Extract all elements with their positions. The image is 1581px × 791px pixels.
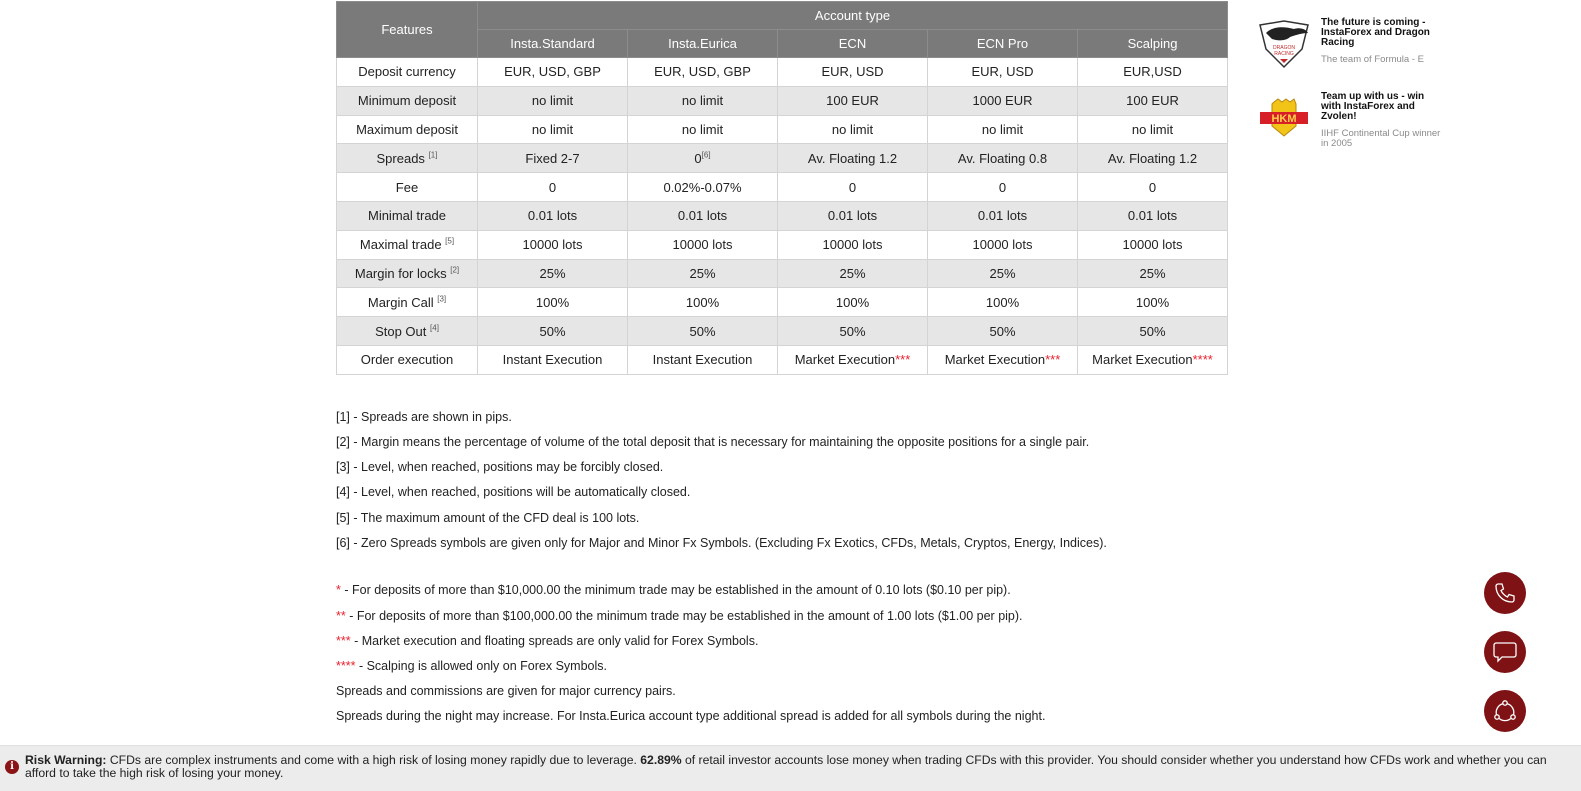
feature-label: Fee (395, 179, 419, 195)
column-header: ECN Pro (928, 30, 1078, 58)
feature-label: Margin for locks (354, 265, 447, 281)
cell-value: 25% (839, 265, 866, 281)
value-cell (1078, 345, 1228, 374)
star-note-text: - For deposits of more than $10,000.00 the minimum trade may be established in the amount of 0.10 lots ($0.10 per pip). (340, 583, 1011, 598)
value-cell (628, 230, 778, 259)
feature-cell (337, 259, 478, 288)
feature-label: Spreads (376, 150, 425, 166)
cell-value: 50% (989, 323, 1016, 339)
cell-value: 0.01 lots (977, 208, 1028, 224)
value-cell (478, 115, 628, 144)
cell-value: EUR, USD, GBP (654, 64, 751, 80)
risk-text-before: CFDs are complex instruments and come with a high risk of losing money rapidly due to leverage. (106, 753, 641, 767)
value-cell (628, 317, 778, 346)
cell-value: 25% (539, 265, 566, 281)
column-header: Insta.Eurica (628, 30, 778, 58)
feature-label: Order execution (360, 352, 454, 368)
value-cell (928, 345, 1078, 374)
cell-value: 25% (1139, 265, 1166, 281)
value-cell (1078, 230, 1228, 259)
value-cell (928, 259, 1078, 288)
cell-value: Instant Execution (502, 352, 603, 368)
cell-value: no limit (1131, 121, 1174, 137)
feature-label: Maximal trade (359, 237, 442, 253)
feature-label: Deposit currency (358, 64, 456, 80)
value-cell (628, 86, 778, 115)
value-cell (1078, 115, 1228, 144)
value-cell (928, 317, 1078, 346)
cell-value: Market Execution (794, 352, 896, 368)
cell-value: 0 (1148, 179, 1157, 195)
table-row (337, 173, 1228, 202)
footnote-ref: [5] (445, 236, 455, 246)
account-types-table (336, 1, 1228, 375)
footnote: [1] - Spreads are shown in pips. (336, 409, 512, 424)
share-icon (1492, 698, 1518, 724)
feature-label: Stop Out (375, 323, 427, 339)
footnote: [6] - Zero Spreads symbols are given only for Major and Minor Fx Symbols. (Excluding Fx Exotics, CFDs, Metals, Cryptos, Energy, Indices). (336, 535, 1107, 550)
table-row (337, 115, 1228, 144)
sidebar-promos (1252, 18, 1442, 171)
feature-label: Minimum deposit (357, 93, 457, 109)
value-cell (628, 173, 778, 202)
value-cell (778, 345, 928, 374)
feature-cell (337, 144, 478, 173)
cell-value: 0.02%-0.07% (663, 179, 742, 195)
value-cell (778, 317, 928, 346)
svg-text:DRAGON: DRAGON (1273, 45, 1295, 51)
value-cell (628, 115, 778, 144)
cell-value: 10000 lots (522, 237, 583, 253)
value-cell (778, 259, 928, 288)
cell-value: no limit (831, 121, 874, 137)
footnotes (336, 405, 1228, 730)
value-cell (628, 201, 778, 230)
phone-icon (1493, 581, 1517, 605)
promo-subtitle: IIHF Continental Cup winner in 2005 (1321, 128, 1441, 149)
table-row (337, 201, 1228, 230)
value-cell (1078, 288, 1228, 317)
value-cell (1078, 317, 1228, 346)
value-cell (478, 58, 628, 87)
risk-warning-label: Risk Warning: (25, 753, 107, 767)
value-cell (928, 115, 1078, 144)
star-note (336, 654, 1228, 679)
value-cell (778, 58, 928, 87)
cell-value: no limit (531, 121, 574, 137)
cell-value: 0.01 lots (527, 208, 578, 224)
value-cell (478, 201, 628, 230)
value-cell (478, 259, 628, 288)
table-row (337, 144, 1228, 173)
value-cell (628, 144, 778, 173)
cell-value: 0.01 lots (677, 208, 728, 224)
value-cell (928, 230, 1078, 259)
table-row (337, 86, 1228, 115)
value-cell (778, 144, 928, 173)
table-row (337, 259, 1228, 288)
hkm-zvolen-logo (1252, 92, 1316, 144)
cell-value: 50% (689, 323, 716, 339)
feature-cell (337, 201, 478, 230)
value-cell (928, 288, 1078, 317)
asterisk-ref: *** (1045, 352, 1061, 368)
footnote: [3] - Level, when reached, positions may be forcibly closed. (336, 460, 664, 475)
value-cell (928, 201, 1078, 230)
features-header: Features (337, 2, 478, 58)
value-cell (478, 345, 628, 374)
value-cell (1078, 58, 1228, 87)
feature-label: Margin Call (367, 294, 434, 310)
value-cell (1078, 144, 1228, 173)
cell-value: 100% (1135, 294, 1170, 310)
cell-value: no limit (681, 121, 724, 137)
value-cell (628, 58, 778, 87)
promo-title: The future is coming - InstaForex and Dragon Racing (1321, 17, 1430, 48)
table-row (337, 230, 1228, 259)
star-note-text: - For deposits of more than $100,000.00 the minimum trade may be established in the amount of 1.00 lots ($1.00 per pip). (345, 608, 1023, 623)
value-cell (778, 173, 928, 202)
cell-value: Av. Floating 0.8 (957, 150, 1048, 166)
value-cell (928, 173, 1078, 202)
promo-zvolen[interactable] (1252, 92, 1442, 149)
feature-cell (337, 317, 478, 346)
value-cell (478, 144, 628, 173)
feature-cell (337, 58, 478, 87)
star-note-text: - Scalping is allowed only on Forex Symbols. (355, 658, 607, 673)
star-note (336, 604, 1228, 629)
cell-value: 25% (989, 265, 1016, 281)
column-header: ECN (778, 30, 928, 58)
cell-value: Market Execution (1092, 352, 1193, 368)
cell-value: 0 (998, 179, 1007, 195)
cell-value: 100 EUR (826, 93, 879, 109)
asterisk-ref: **** (1192, 352, 1213, 368)
footnote-ref: [4] (430, 323, 439, 333)
main-content (336, 1, 1228, 730)
cell-value: 100% (835, 294, 870, 310)
feature-cell (337, 173, 478, 202)
promo-dragon-racing[interactable] (1252, 18, 1442, 70)
cell-value: 10000 lots (672, 237, 733, 253)
cell-value: 0.01 lots (1127, 208, 1178, 224)
value-cell (1078, 86, 1228, 115)
footnote-ref: [1] (428, 150, 438, 160)
cell-value: EUR,USD (1123, 64, 1182, 80)
star-note (336, 578, 1228, 603)
cell-value: Av. Floating 1.2 (1107, 150, 1198, 166)
value-cell (628, 259, 778, 288)
table-row (337, 288, 1228, 317)
value-cell (928, 86, 1078, 115)
value-cell (1078, 201, 1228, 230)
footnote-ref: [6] (701, 150, 711, 160)
risk-text-after: of retail investor accounts lose money when trading CFDs with this provider. You should consider whether you understand how CFDs work and whether you can afford to take the high risk of losing your money. (25, 753, 1547, 780)
cell-value: Instant Execution (652, 352, 753, 368)
asterisk-ref: **** (336, 658, 356, 673)
value-cell (478, 288, 628, 317)
dragon-racing-logo (1252, 18, 1316, 70)
footnote-ref: [2] (450, 265, 460, 275)
info-icon: i (5, 760, 19, 774)
risk-percent: 62.89% (640, 753, 682, 767)
feature-cell (337, 86, 478, 115)
value-cell (628, 288, 778, 317)
cell-value: 50% (1139, 323, 1166, 339)
promo-title: Team up with us - win with InstaForex and Zvolen! (1321, 91, 1425, 122)
value-cell (478, 86, 628, 115)
feature-label: Minimal trade (367, 208, 447, 224)
cell-value: EUR, USD (971, 64, 1034, 80)
column-header: Scalping (1078, 30, 1228, 58)
value-cell (928, 144, 1078, 173)
svg-text:RACING: RACING (1274, 51, 1294, 57)
asterisk-ref: *** (336, 633, 351, 648)
feature-cell (337, 345, 478, 374)
feature-label: Maximum deposit (356, 121, 458, 137)
risk-warning-bar (0, 745, 1581, 791)
footnote-ref: [3] (437, 294, 447, 304)
star-note-text: - Market execution and floating spreads are only valid for Forex Symbols. (350, 633, 759, 648)
share-button[interactable] (1484, 690, 1526, 732)
value-cell (478, 317, 628, 346)
chat-icon (1492, 640, 1518, 664)
value-cell (778, 288, 928, 317)
value-cell (1078, 259, 1228, 288)
value-cell (778, 86, 928, 115)
value-cell (778, 201, 928, 230)
value-cell (478, 230, 628, 259)
account-type-header: Account type (478, 2, 1228, 30)
value-cell (478, 173, 628, 202)
footnote: [2] - Margin means the percentage of volume of the total deposit that is necessary for maintaining the opposite positions for a single pair. (336, 434, 1090, 449)
cell-value: 50% (839, 323, 866, 339)
asterisk-ref: *** (895, 352, 911, 368)
cell-value: 100% (685, 294, 720, 310)
feature-cell (337, 230, 478, 259)
cell-value: 1000 EUR (972, 93, 1033, 109)
feature-cell (337, 288, 478, 317)
cell-value: 50% (539, 323, 566, 339)
table-row (337, 317, 1228, 346)
cell-value: 25% (689, 265, 716, 281)
cell-value: Market Execution (944, 352, 1046, 368)
cell-value: 0 (548, 179, 557, 195)
footnote: [5] - The maximum amount of the CFD deal is 100 lots. (336, 510, 640, 525)
asterisk-ref: * (336, 583, 341, 598)
cell-value: 0.01 lots (827, 208, 878, 224)
cell-value: no limit (531, 93, 574, 109)
cell-value: 0 (694, 150, 702, 166)
value-cell (928, 58, 1078, 87)
feature-cell (337, 115, 478, 144)
table-row (337, 58, 1228, 87)
cell-value: Av. Floating 1.2 (807, 150, 898, 166)
value-cell (778, 115, 928, 144)
extra-note: Spreads during the night may increase. For Insta.Eurica account type additional spread is added for all symbols during the night. (336, 709, 1046, 724)
value-cell (1078, 173, 1228, 202)
star-note (336, 629, 1228, 654)
cell-value: Fixed 2-7 (525, 150, 580, 166)
cell-value: EUR, USD (821, 64, 884, 80)
cell-value: no limit (981, 121, 1024, 137)
value-cell (778, 230, 928, 259)
cell-value: 100 EUR (1126, 93, 1179, 109)
column-header: Insta.Standard (478, 30, 628, 58)
cell-value: 10000 lots (1122, 237, 1183, 253)
cell-value: EUR, USD, GBP (504, 64, 601, 80)
cell-value: 10000 lots (822, 237, 883, 253)
cell-value: 10000 lots (972, 237, 1033, 253)
asterisk-ref: ** (336, 608, 346, 623)
cell-value: no limit (681, 93, 724, 109)
phone-button[interactable] (1484, 572, 1526, 614)
table-row (337, 345, 1228, 374)
extra-note: Spreads and commissions are given for major currency pairs. (336, 684, 676, 699)
cell-value: 100% (985, 294, 1020, 310)
footnote: [4] - Level, when reached, positions will be automatically closed. (336, 485, 691, 500)
cell-value: 100% (535, 294, 570, 310)
cell-value: 0 (848, 179, 857, 195)
promo-subtitle: The team of Formula - E (1321, 54, 1424, 65)
chat-button[interactable] (1484, 631, 1526, 673)
svg-text:HKM: HKM (1271, 113, 1297, 125)
value-cell (628, 345, 778, 374)
